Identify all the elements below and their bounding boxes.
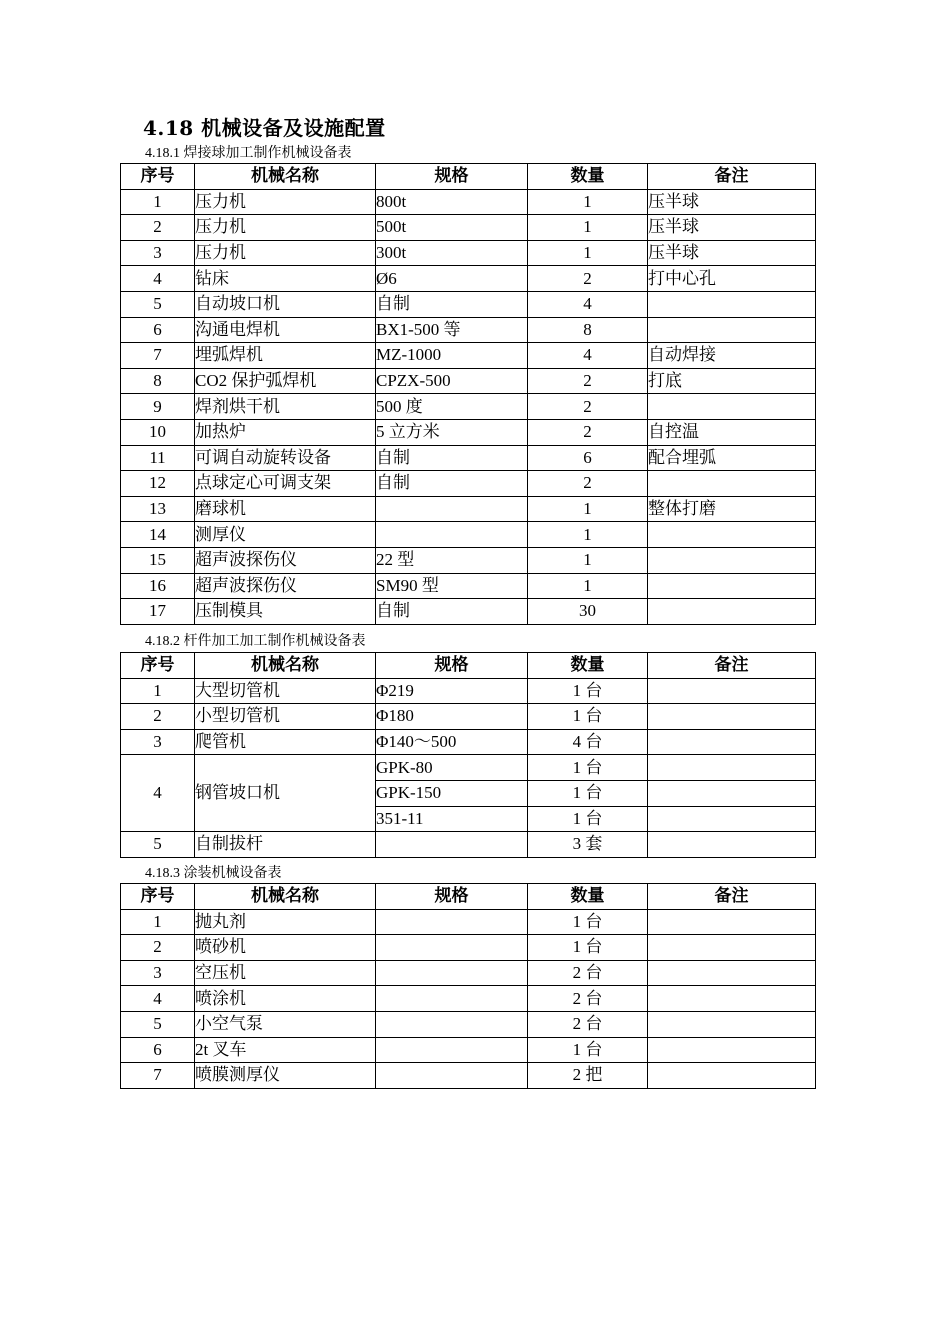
table-header-row xyxy=(121,884,816,910)
cell-qty: 2 xyxy=(528,394,648,420)
cell-note xyxy=(648,780,816,806)
cell-note xyxy=(648,573,816,599)
cell-name: 钻床 xyxy=(195,266,376,292)
cell-qty: 1 台 xyxy=(528,678,648,704)
cell-note xyxy=(648,935,816,961)
cell-name: 沟通电焊机 xyxy=(195,317,376,343)
table-row xyxy=(121,215,816,241)
cell-spec: 自制 xyxy=(376,599,528,625)
cell-note xyxy=(648,1037,816,1063)
cell-spec: GPK-80 xyxy=(376,755,528,781)
cell-no: 1 xyxy=(121,678,195,704)
cell-qty: 1 xyxy=(528,547,648,573)
header-no: 序号 xyxy=(121,164,195,190)
table-row xyxy=(121,1011,816,1037)
cell-no: 4 xyxy=(121,266,195,292)
cell-no: 16 xyxy=(121,573,195,599)
cell-no: 4 xyxy=(121,755,195,832)
table-row xyxy=(121,1037,816,1063)
table-ball-equipment xyxy=(120,163,816,625)
cell-qty: 2 台 xyxy=(528,960,648,986)
cell-spec xyxy=(376,986,528,1012)
table-row xyxy=(121,368,816,394)
cell-spec xyxy=(376,909,528,935)
cell-qty: 2 xyxy=(528,471,648,497)
table-row xyxy=(121,471,816,497)
cell-name: 焊剂烘干机 xyxy=(195,394,376,420)
cell-note xyxy=(648,806,816,832)
cell-qty: 1 xyxy=(528,215,648,241)
cell-no: 3 xyxy=(121,960,195,986)
table-row xyxy=(121,394,816,420)
cell-name: 喷涂机 xyxy=(195,986,376,1012)
cell-qty: 6 xyxy=(528,445,648,471)
cell-no: 2 xyxy=(121,704,195,730)
cell-spec: MZ-1000 xyxy=(376,343,528,369)
table3-body xyxy=(121,909,816,1088)
cell-spec xyxy=(376,832,528,858)
cell-qty: 1 xyxy=(528,189,648,215)
table-row xyxy=(121,240,816,266)
cell-name: 钢管坡口机 xyxy=(195,755,376,832)
table-row xyxy=(121,522,816,548)
table-coating-equipment xyxy=(120,883,816,1089)
cell-no: 10 xyxy=(121,419,195,445)
cell-name: 超声波探伤仪 xyxy=(195,573,376,599)
cell-spec: 351-11 xyxy=(376,806,528,832)
cell-no: 1 xyxy=(121,189,195,215)
cell-no: 13 xyxy=(121,496,195,522)
table-row xyxy=(121,291,816,317)
table-row xyxy=(121,986,816,1012)
cell-no: 5 xyxy=(121,1011,195,1037)
cell-qty: 1 台 xyxy=(528,909,648,935)
header-qty: 数量 xyxy=(528,884,648,910)
table-row xyxy=(121,189,816,215)
table-row xyxy=(121,935,816,961)
table2-body xyxy=(121,678,816,857)
cell-note xyxy=(648,471,816,497)
header-no: 序号 xyxy=(121,884,195,910)
cell-spec: 5 立方米 xyxy=(376,419,528,445)
cell-qty: 4 台 xyxy=(528,729,648,755)
header-qty: 数量 xyxy=(528,164,648,190)
cell-no: 7 xyxy=(121,1063,195,1089)
table-row xyxy=(121,547,816,573)
cell-note xyxy=(648,960,816,986)
table-row xyxy=(121,343,816,369)
cell-spec: SM90 型 xyxy=(376,573,528,599)
cell-no: 5 xyxy=(121,291,195,317)
cell-qty: 1 台 xyxy=(528,806,648,832)
cell-spec xyxy=(376,960,528,986)
cell-no: 8 xyxy=(121,368,195,394)
section-title: 4.18 机械设备及设施配置 xyxy=(143,116,386,140)
cell-no: 6 xyxy=(121,1037,195,1063)
cell-no: 5 xyxy=(121,832,195,858)
cell-note xyxy=(648,1063,816,1089)
table-row xyxy=(121,496,816,522)
table-row xyxy=(121,266,816,292)
cell-note: 自控温 xyxy=(648,419,816,445)
cell-no: 17 xyxy=(121,599,195,625)
header-name: 机械名称 xyxy=(195,653,376,679)
cell-qty: 1 xyxy=(528,573,648,599)
cell-spec: 800t xyxy=(376,189,528,215)
cell-name: 2t 叉车 xyxy=(195,1037,376,1063)
header-spec: 规格 xyxy=(376,653,528,679)
cell-note xyxy=(648,909,816,935)
cell-name: 压力机 xyxy=(195,189,376,215)
cell-qty: 2 xyxy=(528,368,648,394)
cell-note xyxy=(648,755,816,781)
cell-spec xyxy=(376,522,528,548)
cell-name: 喷砂机 xyxy=(195,935,376,961)
header-note: 备注 xyxy=(648,653,816,679)
cell-name: 小型切管机 xyxy=(195,704,376,730)
table1-caption: 4.18.1 焊接球加工制作机械设备表 xyxy=(145,146,352,161)
table-row xyxy=(121,960,816,986)
cell-no: 11 xyxy=(121,445,195,471)
table-row xyxy=(121,419,816,445)
cell-no: 9 xyxy=(121,394,195,420)
cell-spec: 500t xyxy=(376,215,528,241)
cell-spec: 300t xyxy=(376,240,528,266)
header-qty: 数量 xyxy=(528,653,648,679)
cell-qty: 2 xyxy=(528,419,648,445)
table-row xyxy=(121,678,816,704)
cell-note: 打底 xyxy=(648,368,816,394)
cell-qty: 1 xyxy=(528,240,648,266)
cell-no: 12 xyxy=(121,471,195,497)
cell-spec: Φ219 xyxy=(376,678,528,704)
cell-name: 埋弧焊机 xyxy=(195,343,376,369)
cell-qty: 1 台 xyxy=(528,755,648,781)
cell-qty: 2 台 xyxy=(528,1011,648,1037)
header-spec: 规格 xyxy=(376,884,528,910)
cell-spec xyxy=(376,1011,528,1037)
cell-name: 大型切管机 xyxy=(195,678,376,704)
cell-name: 自动坡口机 xyxy=(195,291,376,317)
cell-qty: 4 xyxy=(528,291,648,317)
cell-no: 14 xyxy=(121,522,195,548)
cell-name: CO2 保护弧焊机 xyxy=(195,368,376,394)
cell-name: 测厚仪 xyxy=(195,522,376,548)
cell-note: 压半球 xyxy=(648,215,816,241)
cell-name: 磨球机 xyxy=(195,496,376,522)
cell-note: 整体打磨 xyxy=(648,496,816,522)
cell-qty: 1 xyxy=(528,522,648,548)
cell-name: 点球定心可调支架 xyxy=(195,471,376,497)
cell-note xyxy=(648,394,816,420)
cell-name: 加热炉 xyxy=(195,419,376,445)
cell-no: 4 xyxy=(121,986,195,1012)
cell-qty: 2 xyxy=(528,266,648,292)
cell-spec xyxy=(376,496,528,522)
table-row xyxy=(121,573,816,599)
cell-no: 7 xyxy=(121,343,195,369)
cell-spec: 自制 xyxy=(376,471,528,497)
cell-note xyxy=(648,1011,816,1037)
cell-name: 可调自动旋转设备 xyxy=(195,445,376,471)
cell-qty: 1 台 xyxy=(528,704,648,730)
cell-spec: 自制 xyxy=(376,445,528,471)
cell-note: 压半球 xyxy=(648,240,816,266)
cell-name: 抛丸剂 xyxy=(195,909,376,935)
cell-note xyxy=(648,599,816,625)
cell-qty: 2 把 xyxy=(528,1063,648,1089)
cell-note: 压半球 xyxy=(648,189,816,215)
cell-no: 3 xyxy=(121,240,195,266)
table-row xyxy=(121,599,816,625)
table-row xyxy=(121,832,816,858)
cell-name: 喷膜测厚仪 xyxy=(195,1063,376,1089)
cell-note xyxy=(648,678,816,704)
cell-no: 6 xyxy=(121,317,195,343)
header-name: 机械名称 xyxy=(195,884,376,910)
cell-note: 自动焊接 xyxy=(648,343,816,369)
cell-qty: 8 xyxy=(528,317,648,343)
table3-caption: 4.18.3 涂装机械设备表 xyxy=(145,866,282,881)
cell-note xyxy=(648,832,816,858)
header-note: 备注 xyxy=(648,884,816,910)
table-header-row xyxy=(121,653,816,679)
cell-spec: 500 度 xyxy=(376,394,528,420)
cell-spec: Φ140～500 xyxy=(376,729,528,755)
cell-name: 压力机 xyxy=(195,240,376,266)
cell-spec xyxy=(376,1037,528,1063)
cell-no: 1 xyxy=(121,909,195,935)
table-row xyxy=(121,1063,816,1089)
cell-name: 压制模具 xyxy=(195,599,376,625)
cell-qty: 1 台 xyxy=(528,935,648,961)
table-row xyxy=(121,909,816,935)
cell-note xyxy=(648,704,816,730)
cell-name: 小空气泵 xyxy=(195,1011,376,1037)
cell-spec xyxy=(376,1063,528,1089)
cell-qty: 1 xyxy=(528,496,648,522)
table2-caption: 4.18.2 杆件加工加工制作机械设备表 xyxy=(145,634,366,649)
table-row xyxy=(121,729,816,755)
table-row xyxy=(121,445,816,471)
cell-spec: Ø6 xyxy=(376,266,528,292)
cell-no: 2 xyxy=(121,935,195,961)
table-rod-equipment xyxy=(120,652,816,858)
table-row-merged xyxy=(121,755,816,781)
table-row xyxy=(121,317,816,343)
header-spec: 规格 xyxy=(376,164,528,190)
cell-note xyxy=(648,291,816,317)
cell-note xyxy=(648,317,816,343)
cell-spec: Φ180 xyxy=(376,704,528,730)
cell-note: 配合埋弧 xyxy=(648,445,816,471)
cell-qty: 4 xyxy=(528,343,648,369)
cell-name: 压力机 xyxy=(195,215,376,241)
table1-body xyxy=(121,189,816,624)
cell-name: 自制拔杆 xyxy=(195,832,376,858)
cell-note: 打中心孔 xyxy=(648,266,816,292)
cell-spec: 自制 xyxy=(376,291,528,317)
cell-name: 空压机 xyxy=(195,960,376,986)
cell-name: 爬管机 xyxy=(195,729,376,755)
cell-spec xyxy=(376,935,528,961)
header-note: 备注 xyxy=(648,164,816,190)
header-no: 序号 xyxy=(121,653,195,679)
cell-name: 超声波探伤仪 xyxy=(195,547,376,573)
cell-note xyxy=(648,986,816,1012)
cell-qty: 3 套 xyxy=(528,832,648,858)
cell-qty: 30 xyxy=(528,599,648,625)
cell-no: 3 xyxy=(121,729,195,755)
cell-no: 2 xyxy=(121,215,195,241)
cell-qty: 2 台 xyxy=(528,986,648,1012)
cell-spec: BX1-500 等 xyxy=(376,317,528,343)
table-header-row xyxy=(121,164,816,190)
cell-qty: 1 台 xyxy=(528,1037,648,1063)
cell-note xyxy=(648,547,816,573)
cell-note xyxy=(648,522,816,548)
cell-spec: GPK-150 xyxy=(376,780,528,806)
cell-qty: 1 台 xyxy=(528,780,648,806)
cell-note xyxy=(648,729,816,755)
cell-no: 15 xyxy=(121,547,195,573)
cell-spec: 22 型 xyxy=(376,547,528,573)
header-name: 机械名称 xyxy=(195,164,376,190)
table-row xyxy=(121,704,816,730)
cell-spec: CPZX-500 xyxy=(376,368,528,394)
